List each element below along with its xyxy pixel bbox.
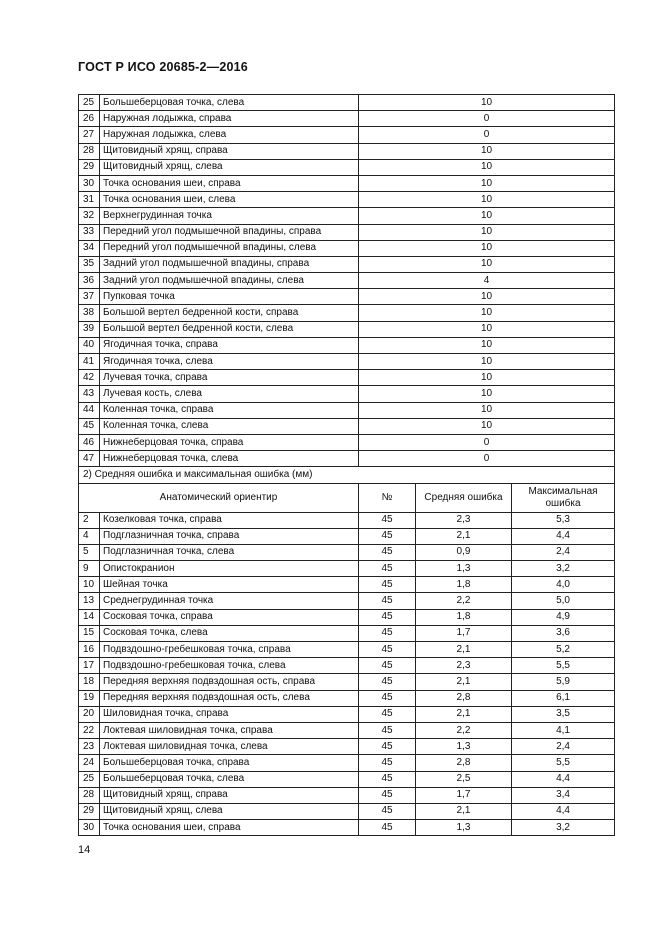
sample-count: 45 [359,593,416,609]
row-number: 4 [79,528,100,544]
table-row [79,577,615,593]
sample-count: 45 [359,528,416,544]
table-row [79,127,615,143]
landmark-name: Задний угол подмышечной впадины, справа [100,256,359,272]
row-number: 29 [79,159,100,175]
row-number: 38 [79,305,100,321]
max-error: 5,3 [512,512,615,528]
landmark-name: Большой вертел бедренной кости, слева [100,321,359,337]
row-number: 46 [79,434,100,450]
landmark-value: 10 [359,256,615,272]
table-row [79,159,615,175]
landmark-name: Подвздошно-гребешковая точка, слева [100,658,359,674]
landmark-name: Локтевая шиловидная точка, справа [100,722,359,738]
row-number: 35 [79,256,100,272]
landmark-name: Наружная лодыжка, слева [100,127,359,143]
table-row [79,658,615,674]
mean-error: 2,8 [416,690,512,706]
sample-count: 45 [359,674,416,690]
table-row [79,690,615,706]
table-row [79,593,615,609]
table-row [79,418,615,434]
table-row [79,771,615,787]
landmark-name: Локтевая шиловидная точка, слева [100,739,359,755]
row-number: 40 [79,337,100,353]
landmark-value: 10 [359,418,615,434]
landmark-value: 10 [359,386,615,402]
landmark-name: Сосковая точка, справа [100,609,359,625]
landmark-value: 10 [359,402,615,418]
table-row [79,192,615,208]
mean-error: 2,8 [416,755,512,771]
table-row [79,289,615,305]
landmark-name: Лучевая кость, слева [100,386,359,402]
landmark-name: Точка основания шеи, справа [100,820,359,836]
max-error: 4,1 [512,722,615,738]
row-number: 26 [79,111,100,127]
mean-error: 1,8 [416,609,512,625]
mean-error: 2,1 [416,642,512,658]
landmark-name: Передний угол подмышечной впадины, справа [100,224,359,240]
mean-error: 2,2 [416,593,512,609]
landmark-name: Ягодичная точка, слева [100,354,359,370]
mean-error: 2,1 [416,803,512,819]
landmark-value: 0 [359,111,615,127]
landmark-name: Ягодичная точка, справа [100,337,359,353]
sample-count: 45 [359,577,416,593]
landmark-value: 0 [359,127,615,143]
landmark-value: 0 [359,451,615,467]
column-header-landmark: Анатомический ориентир [79,483,359,512]
table-row [79,175,615,191]
landmark-table [78,94,615,836]
landmark-value: 10 [359,240,615,256]
table-row [79,609,615,625]
sample-count: 45 [359,544,416,560]
landmark-value: 10 [359,305,615,321]
landmark-name: Щитовидный хрящ, слева [100,159,359,175]
landmark-name: Среднегрудинная точка [100,593,359,609]
landmark-name: Коленная точка, слева [100,418,359,434]
table-row [79,386,615,402]
max-error: 5,0 [512,593,615,609]
landmark-name: Сосковая точка, слева [100,625,359,641]
landmark-name: Задний угол подмышечной впадины, слева [100,273,359,289]
row-number: 29 [79,803,100,819]
sample-count: 45 [359,803,416,819]
mean-error: 2,5 [416,771,512,787]
landmark-value: 10 [359,143,615,159]
column-header-no: № [359,483,416,512]
landmark-name: Подглазничная точка, слева [100,544,359,560]
landmark-value: 10 [359,321,615,337]
row-number: 25 [79,771,100,787]
table-row [79,224,615,240]
row-number: 10 [79,577,100,593]
landmark-value: 10 [359,208,615,224]
max-error: 3,6 [512,625,615,641]
table-row [79,544,615,560]
mean-error: 1,7 [416,625,512,641]
row-number: 44 [79,402,100,418]
landmark-value: 4 [359,273,615,289]
row-number: 47 [79,451,100,467]
sample-count: 45 [359,642,416,658]
landmark-value: 10 [359,175,615,191]
sample-count: 45 [359,561,416,577]
landmark-name: Нижнеберцовая точка, справа [100,434,359,450]
row-number: 31 [79,192,100,208]
table-row [79,451,615,467]
mean-error: 2,2 [416,722,512,738]
table-row [79,273,615,289]
table-row [79,674,615,690]
row-number: 43 [79,386,100,402]
row-number: 23 [79,739,100,755]
row-number: 18 [79,674,100,690]
landmark-value: 10 [359,337,615,353]
table-row [79,402,615,418]
landmark-name: Щитовидный хрящ, слева [100,803,359,819]
landmark-name: Большой вертел бедренной кости, справа [100,305,359,321]
row-number: 30 [79,820,100,836]
max-error: 5,5 [512,658,615,674]
section-title: 2) Средняя ошибка и максимальная ошибка (мм) [79,467,615,483]
landmark-name: Шиловидная точка, справа [100,706,359,722]
sample-count: 45 [359,625,416,641]
table-row [79,434,615,450]
table-row [79,512,615,528]
page-number: 14 [78,844,91,856]
mean-error: 1,3 [416,561,512,577]
landmark-name: Щитовидный хрящ, справа [100,787,359,803]
table-row [79,787,615,803]
landmark-name: Точка основания шеи, слева [100,192,359,208]
landmark-name: Большеберцовая точка, справа [100,755,359,771]
landmark-value: 10 [359,224,615,240]
document-header: ГОСТ Р ИСО 20685-2—2016 [78,60,248,74]
row-number: 22 [79,722,100,738]
row-number: 5 [79,544,100,560]
mean-error: 2,1 [416,674,512,690]
landmark-name: Передний угол подмышечной впадины, слева [100,240,359,256]
landmark-name: Передняя верхняя подвздошная ость, слева [100,690,359,706]
row-number: 33 [79,224,100,240]
landmark-name: Лучевая точка, справа [100,370,359,386]
max-error: 5,5 [512,755,615,771]
row-number: 30 [79,175,100,191]
row-number: 32 [79,208,100,224]
landmark-value: 0 [359,434,615,450]
mean-error: 1,7 [416,787,512,803]
max-error: 4,4 [512,528,615,544]
table-row [79,305,615,321]
row-number: 27 [79,127,100,143]
table-row [79,820,615,836]
table-row [79,354,615,370]
max-error: 6,1 [512,690,615,706]
sample-count: 45 [359,706,416,722]
section-title-row [79,467,615,483]
row-number: 36 [79,273,100,289]
landmark-value: 10 [359,289,615,305]
row-number: 24 [79,755,100,771]
table-row [79,625,615,641]
max-error: 3,2 [512,820,615,836]
mean-error: 1,3 [416,739,512,755]
landmark-value: 10 [359,95,615,111]
max-error: 3,5 [512,706,615,722]
row-number: 39 [79,321,100,337]
sample-count: 45 [359,787,416,803]
mean-error: 1,3 [416,820,512,836]
landmark-value: 10 [359,159,615,175]
column-header-mean: Средняя ошибка [416,483,512,512]
table-row [79,111,615,127]
landmark-value: 10 [359,192,615,208]
landmark-name: Подглазничная точка, справа [100,528,359,544]
landmark-name: Опистокранион [100,561,359,577]
row-number: 37 [79,289,100,305]
mean-error: 1,8 [416,577,512,593]
table-row [79,143,615,159]
landmark-name: Большеберцовая точка, слева [100,95,359,111]
row-number: 14 [79,609,100,625]
mean-error: 2,1 [416,706,512,722]
sample-count: 45 [359,690,416,706]
max-error: 3,2 [512,561,615,577]
landmark-name: Верхнегрудинная точка [100,208,359,224]
landmark-name: Подвздошно-гребешковая точка, справа [100,642,359,658]
row-number: 28 [79,787,100,803]
max-error: 4,4 [512,771,615,787]
mean-error: 2,1 [416,528,512,544]
row-number: 17 [79,658,100,674]
landmark-name: Коленная точка, справа [100,402,359,418]
row-number: 20 [79,706,100,722]
max-error: 3,4 [512,787,615,803]
row-number: 19 [79,690,100,706]
landmark-value: 10 [359,370,615,386]
table-row [79,739,615,755]
sample-count: 45 [359,739,416,755]
max-error: 4,9 [512,609,615,625]
row-number: 2 [79,512,100,528]
row-number: 42 [79,370,100,386]
max-error: 2,4 [512,544,615,560]
table-row [79,722,615,738]
table-row [79,208,615,224]
table-row [79,528,615,544]
max-error: 4,4 [512,803,615,819]
row-number: 45 [79,418,100,434]
table-row [79,370,615,386]
mean-error: 2,3 [416,512,512,528]
table-row [79,755,615,771]
table-row [79,95,615,111]
max-error: 5,2 [512,642,615,658]
sample-count: 45 [359,609,416,625]
mean-error: 0,9 [416,544,512,560]
column-header-row [79,483,615,512]
sample-count: 45 [359,755,416,771]
table-row [79,321,615,337]
landmark-name: Пупковая точка [100,289,359,305]
table-row [79,337,615,353]
landmark-value: 10 [359,354,615,370]
sample-count: 45 [359,722,416,738]
sample-count: 45 [359,658,416,674]
landmark-name: Шейная точка [100,577,359,593]
landmark-name: Наружная лодыжка, справа [100,111,359,127]
row-number: 15 [79,625,100,641]
sample-count: 45 [359,771,416,787]
table-row [79,706,615,722]
landmark-name: Передняя верхняя подвздошная ость, справа [100,674,359,690]
table-row [79,256,615,272]
row-number: 16 [79,642,100,658]
max-error: 4,0 [512,577,615,593]
table-row [79,803,615,819]
sample-count: 45 [359,820,416,836]
row-number: 34 [79,240,100,256]
table-row [79,642,615,658]
landmark-name: Нижнеберцовая точка, слева [100,451,359,467]
row-number: 28 [79,143,100,159]
row-number: 13 [79,593,100,609]
sample-count: 45 [359,512,416,528]
max-error: 5,9 [512,674,615,690]
table-row [79,240,615,256]
landmark-name: Большеберцовая точка, слева [100,771,359,787]
row-number: 41 [79,354,100,370]
column-header-max: Максимальная ошибка [512,483,615,512]
table-row [79,561,615,577]
max-error: 2,4 [512,739,615,755]
row-number: 25 [79,95,100,111]
mean-error: 2,3 [416,658,512,674]
landmark-name: Точка основания шеи, справа [100,175,359,191]
row-number: 9 [79,561,100,577]
landmark-name: Щитовидный хрящ, справа [100,143,359,159]
landmark-name: Козелковая точка, справа [100,512,359,528]
